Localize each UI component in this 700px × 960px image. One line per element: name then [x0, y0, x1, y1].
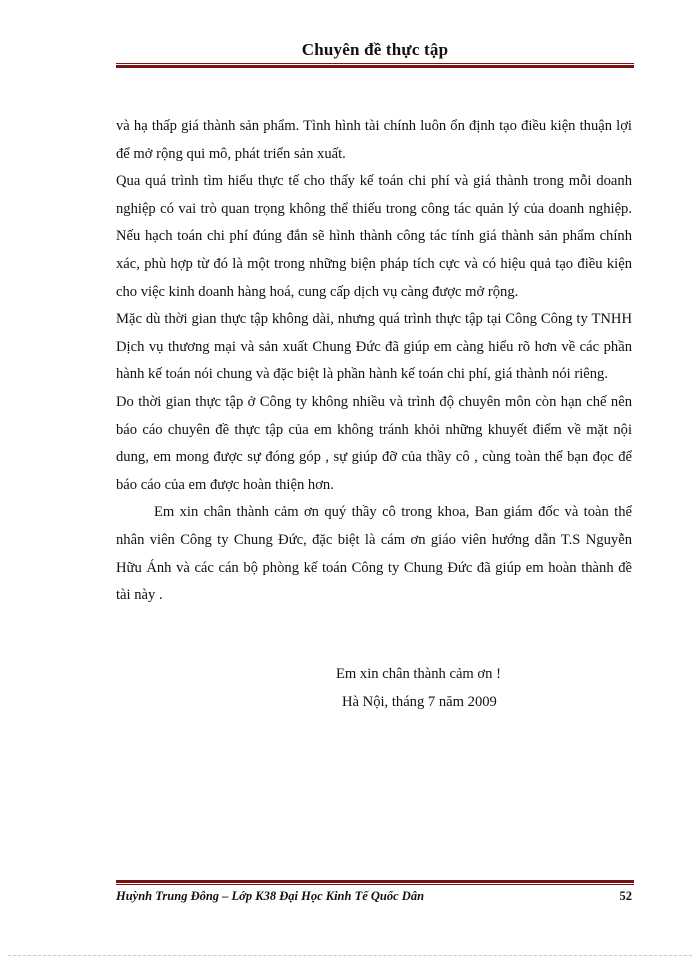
header-title: Chuyên đề thực tập	[301, 40, 449, 59]
closing-place-date: Hà Nội, tháng 7 năm 2009	[342, 693, 497, 710]
body-text	[116, 113, 632, 610]
closing-block	[336, 661, 501, 716]
paragraph-1: và hạ thấp giá thành sản phẩm. Tình hình tài chính luôn ổn định tạo điều kiện thuận lợi để mở rộng qui mô, phát triển sản xuất.	[116, 118, 632, 162]
header-rule-thin	[116, 63, 634, 64]
page-bottom-divider	[8, 955, 692, 956]
paragraph-2: Qua quá trình tìm hiểu thực tế cho thấy kế toán chi phí và giá thành trong mỗi doanh nghiệp có vai trò quan trọng không thể thiếu trong công tác quản lý của doanh nghiệp. Nếu hạch toán chi phí đúng đắn sẽ hình thành công tác tính giá thành sản phẩm chính xác, phù hợp từ đó là một trong những biện pháp tích cực và có hiệu quả tạo điều kiện cho việc kinh doanh hàng hoá, cung cấp dịch vụ càng được mở rộng.	[116, 173, 632, 300]
paragraph-3: Mặc dù thời gian thực tập không dài, nhưng quá trình thực tập tại Công Công ty TNHH Dịch vụ thương mại và sản xuất Chung Đức đã giúp em càng hiểu rõ hơn về các phần hành kế toán nói chung và đặc biệt là phần hành kế toán chi phí, giá thành nói riêng.	[116, 311, 632, 383]
header-rule-thick	[116, 65, 634, 68]
footer-rule-thin	[116, 884, 634, 885]
footer-rule	[116, 880, 634, 885]
paragraph-4: Do thời gian thực tập ở Công ty không nhiều và trình độ chuyên môn còn hạn chế nên báo cáo chuyên đề thực tập của em không tránh khỏi những khuyết điểm về mặt nội dung, em mong được sự đóng góp , sự giúp đỡ của thầy cô , cùng toàn thể bạn đọc để báo cáo của em được hoàn thiện hơn.	[116, 393, 632, 493]
header-rule	[116, 63, 634, 68]
footer-rule-thick	[116, 880, 634, 883]
page-number: 52	[619, 889, 632, 903]
footer-author: Huỳnh Trung Đông – Lớp K38 Đại Học Kinh Tế Quốc Dân	[116, 889, 425, 903]
paragraph-5: Em xin chân thành cảm ơn quý thầy cô trong khoa, Ban giám đốc và toàn thể nhân viên Công ty Chung Đức, đặc biệt là cám ơn giáo viên hướng dẫn T.S Nguyễn Hữu Ánh và các cán bộ phòng kế toán Công ty Chung Đức đã giúp em hoàn thành đề tài này .	[116, 504, 632, 604]
closing-thanks: Em xin chân thành cảm ơn !	[336, 666, 501, 682]
